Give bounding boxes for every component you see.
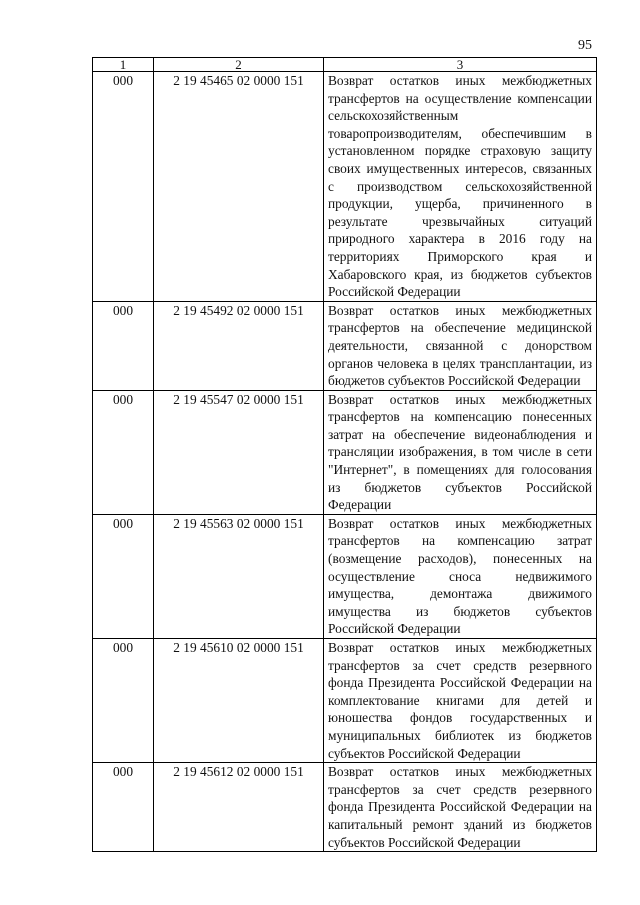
budget-code-cell: 2 19 45612 02 0000 151	[154, 763, 324, 852]
budget-code-table	[92, 57, 597, 852]
table-header-row	[93, 58, 597, 72]
admin-code-cell: 000	[93, 390, 154, 514]
admin-code-cell: 000	[93, 72, 154, 302]
column-header-2: 2	[154, 58, 324, 72]
table-row	[93, 72, 597, 302]
description-cell: Возврат остатков иных межбюджетных трансфертов на компенсацию понесенных затрат на обеспечение видеонаблюдения и трансляции изображения, в том числе в сети "Интернет", в помещениях для голосования из бюджетов субъектов Российской Федерации	[324, 390, 597, 514]
table-row	[93, 763, 597, 852]
description-cell: Возврат остатков иных межбюджетных трансфертов на осуществление компенсации сельскохозяйственным товаропроизводителям, обеспечившим в установленном порядке страховую защиту своих имущественных интересов, связанных с производством сельскохозяйственной продукции, ущерба, причиненного в результате чрезвычайных ситуаций природного характера в 2016 году на территориях Приморского края и Хабаровского края, из бюджетов субъектов Российской Федерации	[324, 72, 597, 302]
description-cell: Возврат остатков иных межбюджетных трансфертов за счет средств резервного фонда Президента Российской Федерации на комплектование книгами для детей и юношества фондов государственных и муниципальных библиотек из бюджетов субъектов Российской Федерации	[324, 639, 597, 763]
admin-code-cell: 000	[93, 639, 154, 763]
description-cell: Возврат остатков иных межбюджетных трансфертов на обеспечение медицинской деятельности, связанной с донорством органов человека в целях трансплантации, из бюджетов субъектов Российской Федерации	[324, 301, 597, 390]
admin-code-cell: 000	[93, 514, 154, 638]
budget-code-cell: 2 19 45492 02 0000 151	[154, 301, 324, 390]
description-cell: Возврат остатков иных межбюджетных трансфертов на компенсацию затрат (возмещение расходов), понесенных на осуществление сноса недвижимого имущества, демонтажа движимого имущества из бюджетов субъектов Российской Федерации	[324, 514, 597, 638]
table-row	[93, 301, 597, 390]
budget-code-cell: 2 19 45465 02 0000 151	[154, 72, 324, 302]
description-cell: Возврат остатков иных межбюджетных трансфертов за счет средств резервного фонда Президента Российской Федерации на капитальный ремонт зданий из бюджетов субъектов Российской Федерации	[324, 763, 597, 852]
column-header-1: 1	[93, 58, 154, 72]
admin-code-cell: 000	[93, 301, 154, 390]
table-row	[93, 390, 597, 514]
admin-code-cell: 000	[93, 763, 154, 852]
budget-code-cell: 2 19 45610 02 0000 151	[154, 639, 324, 763]
column-header-3: 3	[324, 58, 597, 72]
budget-code-cell: 2 19 45547 02 0000 151	[154, 390, 324, 514]
budget-code-cell: 2 19 45563 02 0000 151	[154, 514, 324, 638]
table-row	[93, 514, 597, 638]
table-row	[93, 639, 597, 763]
page-number: 95	[578, 38, 592, 53]
